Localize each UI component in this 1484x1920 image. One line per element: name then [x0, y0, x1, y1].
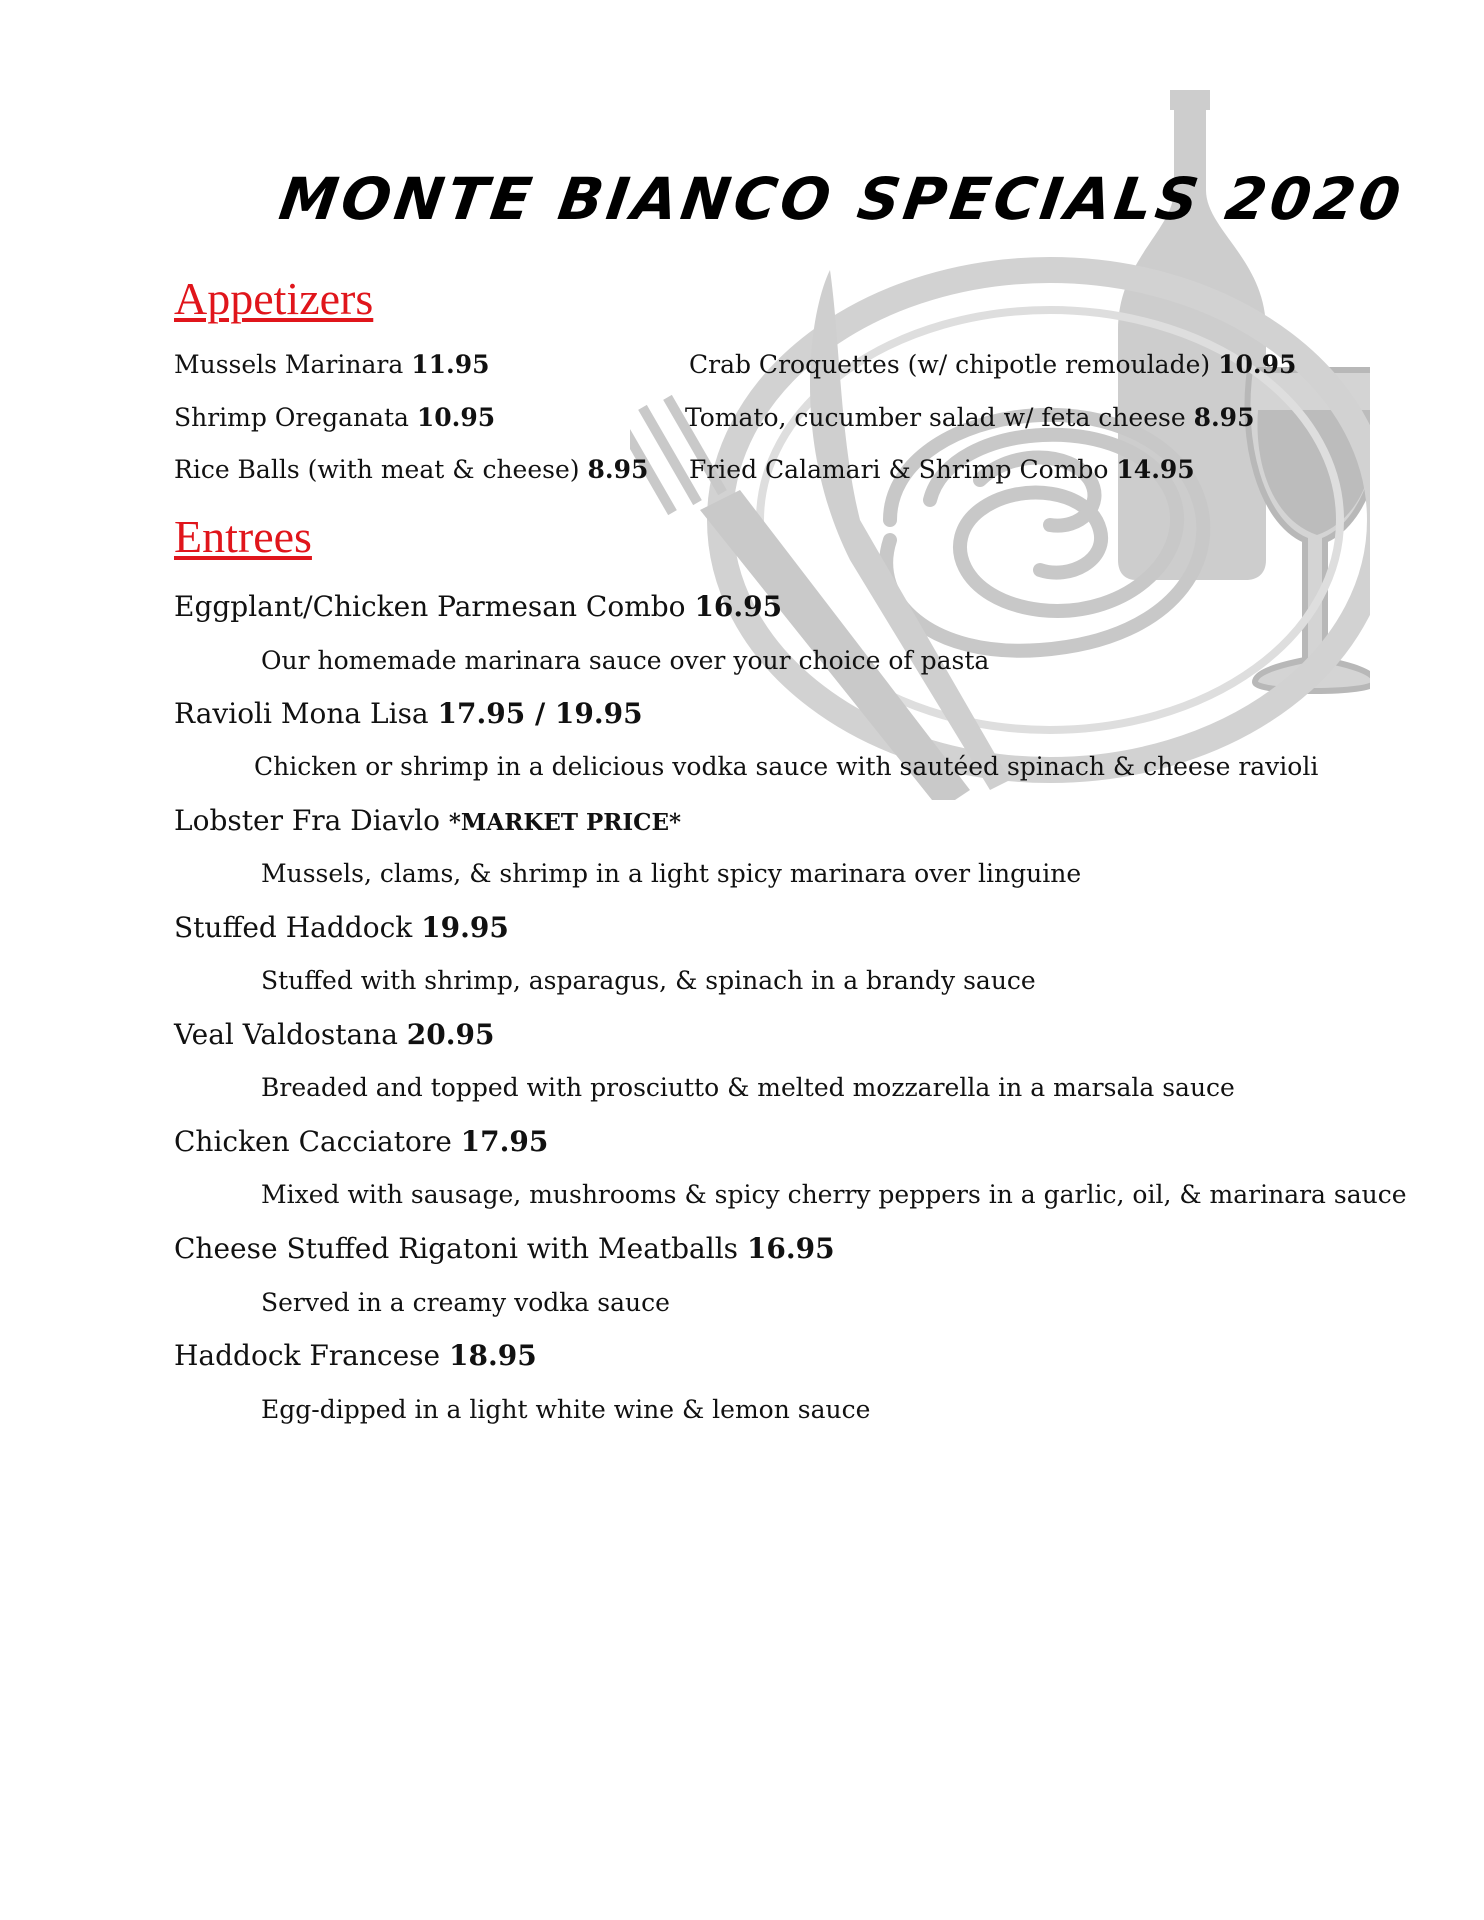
appetizer-item	[685, 403, 1254, 432]
entree-name: Cheese Stuffed Rigatoni with Meatballs	[174, 1232, 739, 1265]
appetizer-price: 10.95	[1218, 350, 1297, 379]
entree-description: Chicken or shrimp in a delicious vodka sauce with sautéed spinach & cheese ravioli	[254, 752, 1319, 781]
entree-price: *MARKET PRICE*	[448, 809, 682, 836]
entree-price: 20.95	[406, 1018, 495, 1051]
appetizer-name: Tomato, cucumber salad w/ feta cheese	[685, 403, 1186, 432]
appetizer-name: Fried Calamari & Shrimp Combo	[689, 455, 1109, 484]
entree-description: Stuffed with shrimp, asparagus, & spinach in a brandy sauce	[261, 966, 1036, 995]
entree-price: 16.95	[694, 590, 783, 623]
entree-name: Ravioli Mona Lisa	[174, 697, 429, 730]
entree-price: 16.95	[746, 1232, 835, 1265]
appetizer-name: Crab Croquettes (w/ chipotle remoulade)	[689, 350, 1211, 379]
appetizer-name: Shrimp Oreganata	[174, 403, 409, 432]
entree-price: 19.95	[421, 911, 509, 944]
appetizers-heading: Appetizers	[174, 273, 374, 324]
entree-item	[174, 1339, 537, 1372]
entree-name: Stuffed Haddock	[174, 911, 413, 944]
appetizer-item	[689, 455, 1195, 484]
entree-description: Egg-dipped in a light white wine & lemon sauce	[261, 1395, 871, 1424]
entree-description: Breaded and topped with prosciutto & melted mozzarella in a marsala sauce	[261, 1073, 1235, 1102]
appetizer-price: 8.95	[1193, 403, 1255, 432]
page-title: MONTE BIANCO SPECIALS 2020	[275, 165, 1409, 233]
appetizer-price: 10.95	[416, 403, 496, 432]
entree-name: Haddock Francese	[174, 1339, 441, 1372]
entree-description: Served in a creamy vodka sauce	[261, 1288, 670, 1317]
entree-item	[174, 1232, 835, 1265]
entree-description: Our homemade marinara sauce over your choice of pasta	[261, 646, 990, 675]
entree-name: Veal Valdostana	[174, 1018, 398, 1051]
appetizer-price: 8.95	[587, 455, 649, 484]
entree-name: Eggplant/Chicken Parmesan Combo	[174, 590, 686, 623]
appetizer-item	[174, 455, 648, 484]
appetizer-item	[689, 350, 1296, 379]
appetizer-price: 14.95	[1116, 455, 1195, 484]
appetizer-name: Mussels Marinara	[174, 350, 404, 379]
entree-item	[174, 804, 681, 837]
entree-item	[174, 697, 643, 730]
entree-name: Lobster Fra Diavlo	[174, 804, 440, 837]
entree-name: Chicken Cacciatore	[174, 1125, 452, 1158]
appetizer-item	[174, 350, 490, 379]
entree-item	[174, 911, 509, 944]
entree-price: 18.95	[449, 1339, 537, 1372]
entree-description: Mussels, clams, & shrimp in a light spicy marinara over linguine	[261, 859, 1082, 888]
entree-item	[174, 590, 782, 623]
entree-description: Mixed with sausage, mushrooms & spicy cherry peppers in a garlic, oil, & marinara sauce	[261, 1180, 1407, 1209]
appetizer-item	[174, 403, 495, 432]
entree-price: 17.95 / 19.95	[437, 697, 643, 730]
entree-price: 17.95	[460, 1125, 549, 1158]
entrees-heading: Entrees	[174, 511, 312, 562]
entree-item	[174, 1018, 494, 1051]
entree-item	[174, 1125, 548, 1158]
appetizer-name: Rice Balls (with meat & cheese)	[174, 455, 580, 484]
appetizer-price: 11.95	[411, 350, 490, 379]
